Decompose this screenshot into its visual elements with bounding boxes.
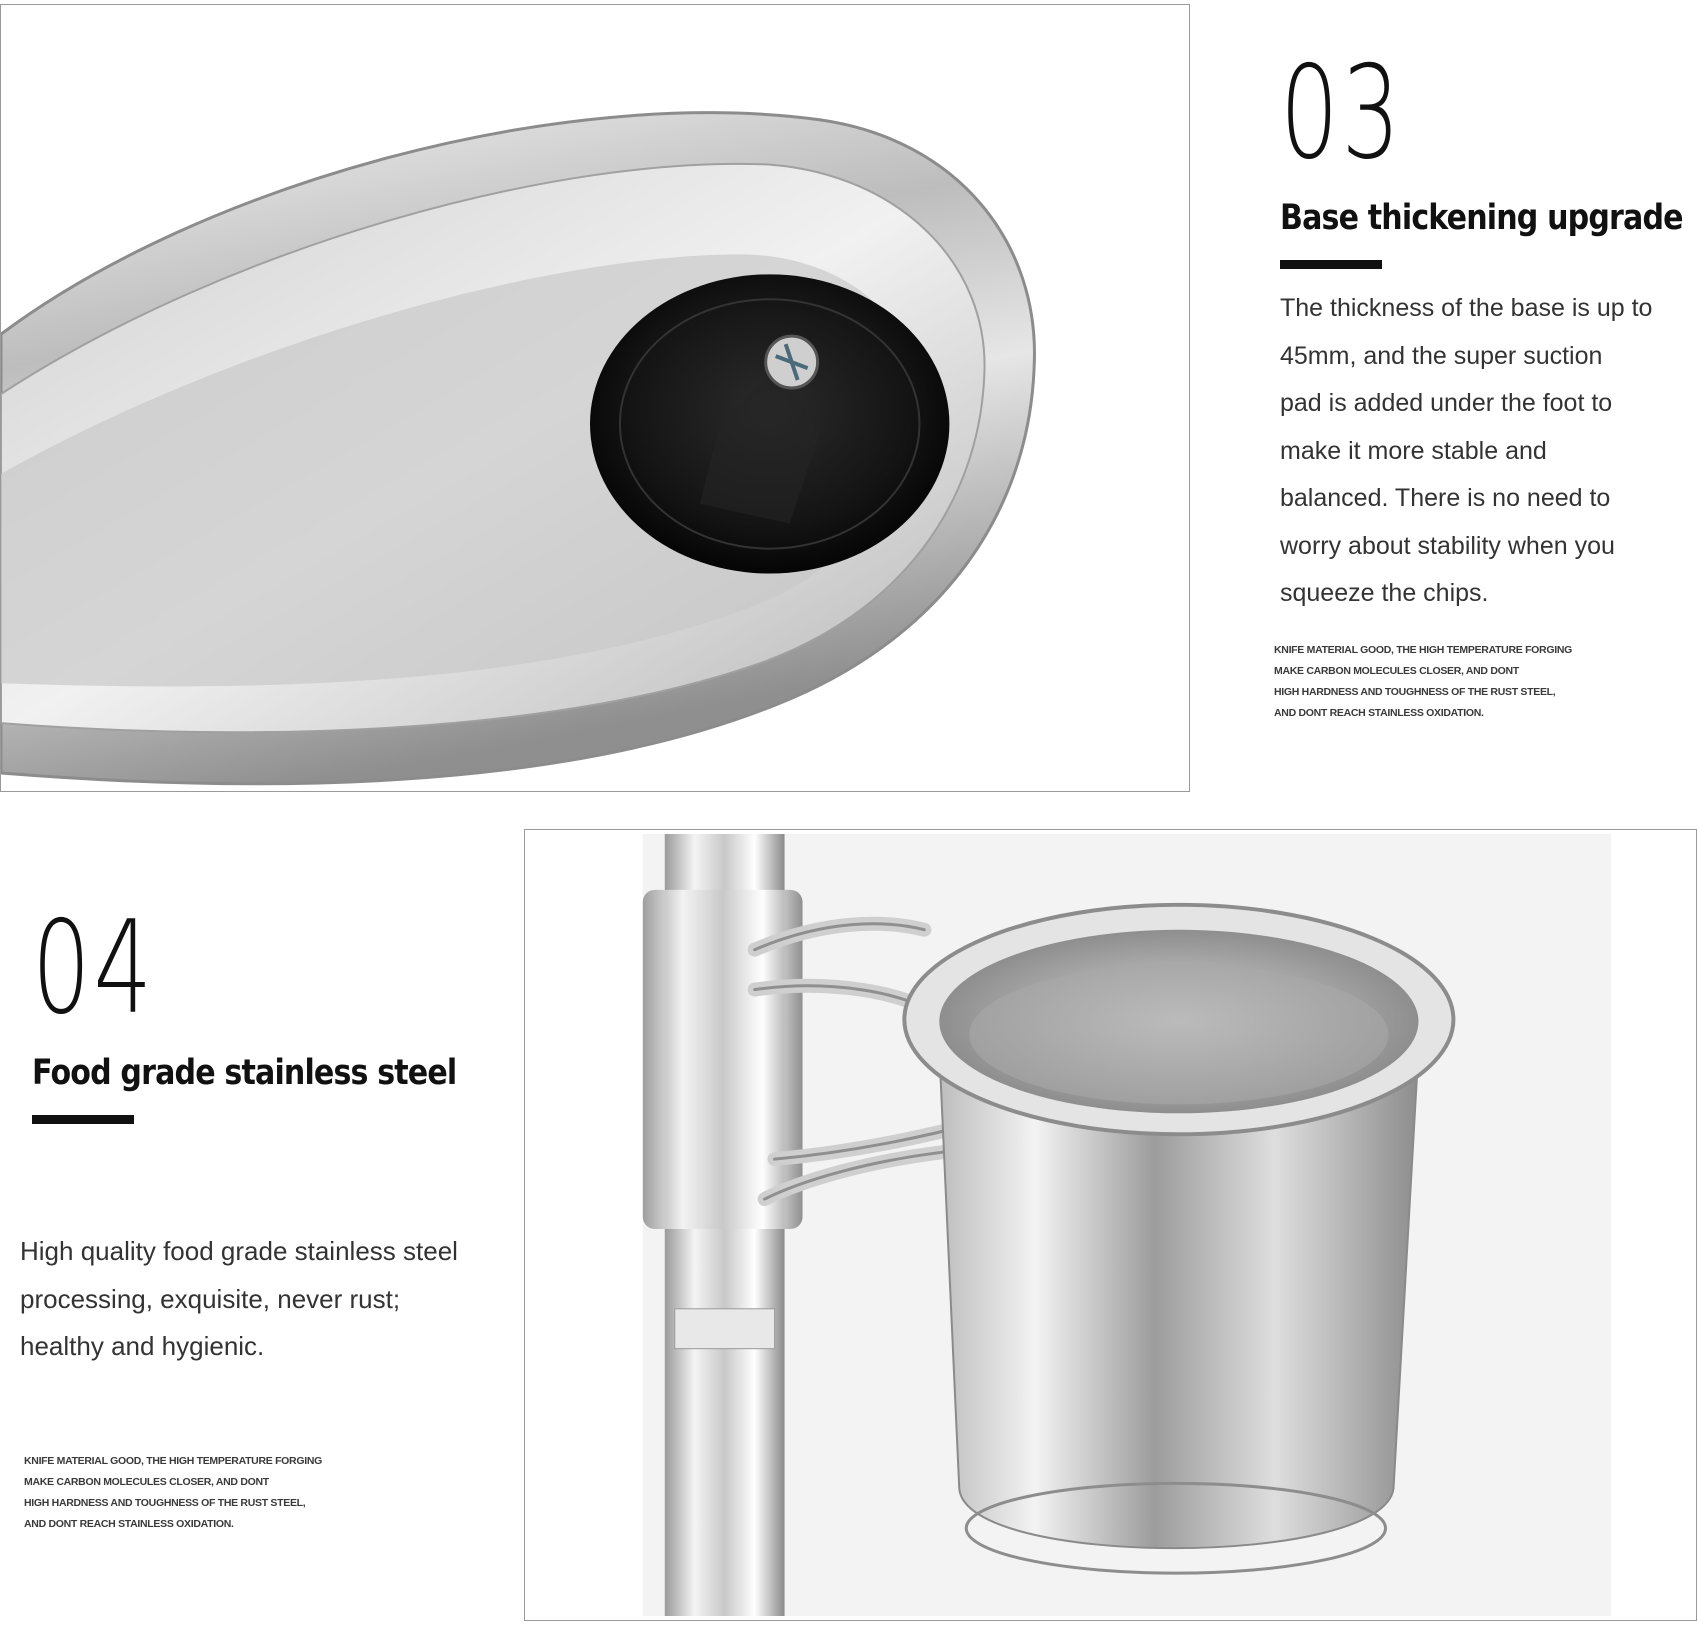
feature-04-block	[20, 894, 510, 1535]
feature-03-heading: Base thickening upgrade	[1280, 198, 1683, 238]
description-line: pad is added under the foot to	[1280, 389, 1613, 417]
fine-print-line: MAKE CARBON MOLECULES CLOSER, AND DONT	[1274, 664, 1519, 677]
base-suction-pad-photo	[0, 4, 1190, 792]
fine-print-line: KNIFE MATERIAL GOOD, THE HIGH TEMPERATURE FORGING	[1274, 643, 1572, 656]
feature-03-block	[1274, 39, 1690, 724]
description-line: squeeze the chips.	[1280, 579, 1489, 607]
feature-04-description	[20, 1228, 510, 1371]
description-line: worry about stability when you	[1280, 531, 1615, 560]
description-line: make it more stable and	[1280, 436, 1547, 465]
stainless-steel-cup-photo	[524, 829, 1697, 1621]
feature-03-divider	[1280, 260, 1382, 269]
description-line: balanced. There is no need to	[1280, 484, 1611, 512]
description-line: High quality food grade stainless steel	[20, 1236, 458, 1266]
fine-print-line: AND DONT REACH STAINLESS OXIDATION.	[24, 1517, 234, 1530]
description-line: processing, exquisite, never rust;	[20, 1283, 401, 1314]
fine-print-line: HIGH HARDNESS AND TOUGHNESS OF THE RUST STEEL,	[1274, 685, 1556, 698]
description-line: healthy and hygienic.	[20, 1331, 265, 1361]
fine-print-line: HIGH HARDNESS AND TOUGHNESS OF THE RUST STEEL,	[24, 1496, 306, 1509]
feature-04-number: 04	[32, 894, 156, 1043]
description-line: The thickness of the base is up to	[1280, 294, 1653, 322]
feature-03-description	[1280, 285, 1690, 618]
fine-print-line: AND DONT REACH STAINLESS OXIDATION.	[1274, 706, 1484, 719]
feature-04-fine-print	[24, 1451, 510, 1535]
fine-print-line: MAKE CARBON MOLECULES CLOSER, AND DONT	[24, 1475, 269, 1488]
feature-04-divider	[32, 1115, 134, 1124]
feature-04-heading: Food grade stainless steel	[32, 1053, 457, 1093]
feature-03-fine-print	[1274, 640, 1690, 724]
description-line: 45mm, and the super suction	[1280, 341, 1603, 370]
feature-03-number: 03	[1280, 39, 1404, 188]
fine-print-line: KNIFE MATERIAL GOOD, THE HIGH TEMPERATURE FORGING	[24, 1454, 322, 1467]
